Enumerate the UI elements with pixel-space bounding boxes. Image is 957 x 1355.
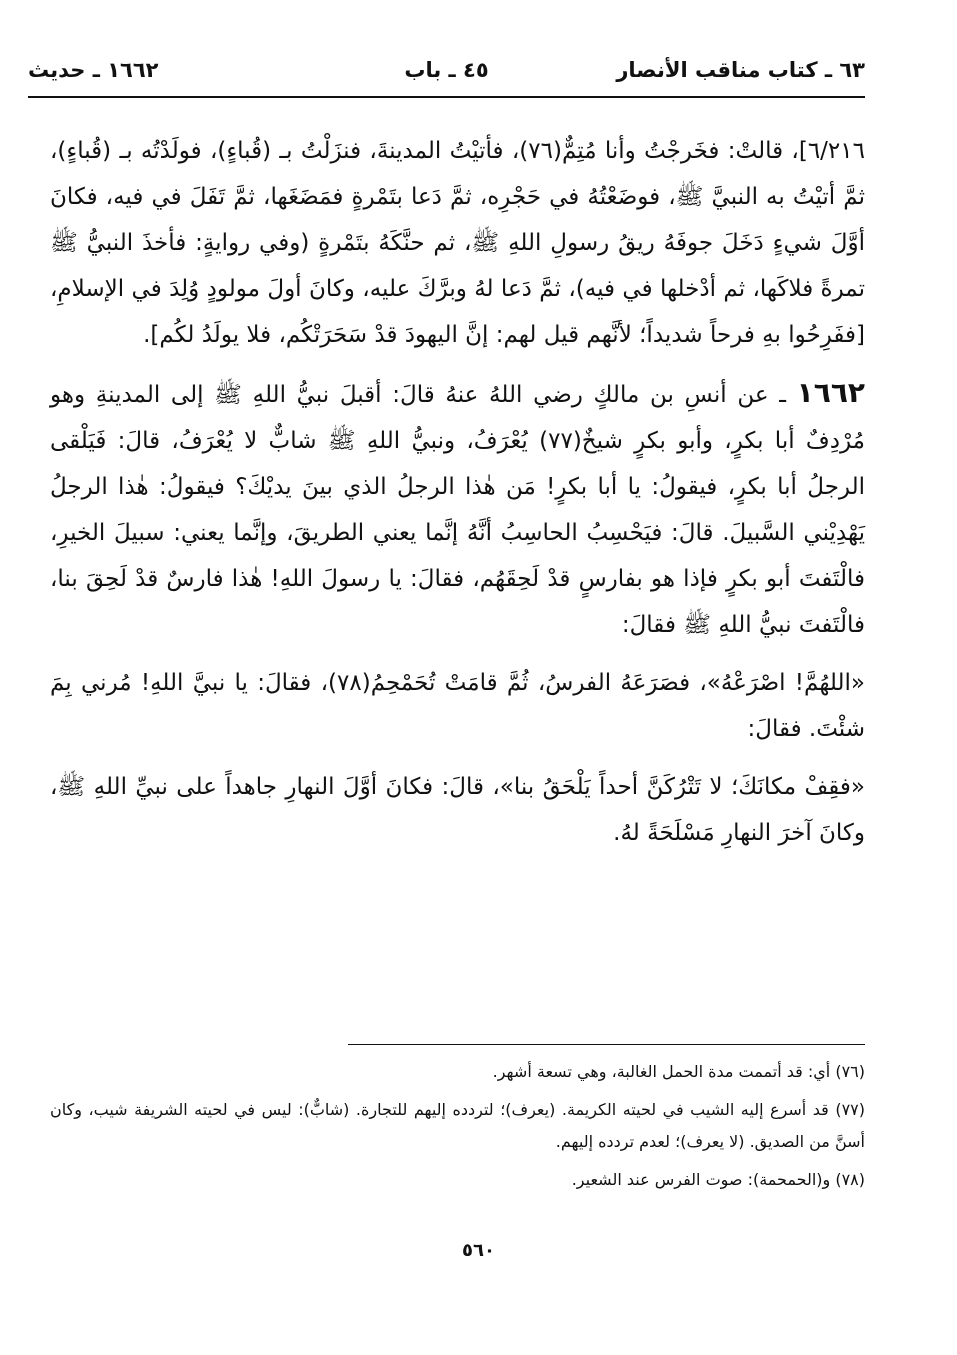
footnote-76: (٧٦) أي: قد أتممت مدة الحمل الغالبة، وهي تسعة أشهر.: [492, 1062, 865, 1081]
paragraph-text: «فقِفْ مكانَكَ؛ لا تَتْرُكَنَّ أحداً يَلْحَقُ بنا»، قالَ: فكانَ أوَّلَ النهارِ جاهداً على نبيِّ اللهِ ﷺ، وكانَ آخرَ النهارِ مَسْلَحَةً لهُ.: [50, 774, 865, 846]
running-header: [28, 58, 865, 98]
header-section-title: ٤٥ ـ باب: [404, 58, 489, 82]
main-text: [50, 128, 865, 868]
hadith-number: ١٦٦٢: [796, 376, 866, 409]
paragraph-text: ٦/٢١٦]، قالتْ: فخَرجْتُ وأنا مُتِمٌّ(٧٦)، فأتيْتُ المدينةَ، فنزَلْتُ بـ (قُباءٍ)، فولَدْتُه بـ (قُباءٍ)، ثمَّ أتيْتُ به النبيَّ ﷺ، فوضَعْتُهُ في حَجْرِه، ثمَّ دَعا بتَمْرةٍ فمَضَغَها، ثمَّ تَفَلَ في فيه، فكانَ أوَّلَ شيءٍ دَخَلَ جوفَهُ ريقُ رسولِ اللهِ ﷺ، ثم حنَّكَهُ بتَمْرةٍ (وفي روايةٍ: فأخذَ النبيُّ ﷺ تمرةً فلاكَها، ثم أدْخلها في فيه)، ثمَّ دَعا لهُ وبرَّكَ عليه، وكانَ أولَ مولودٍ وُلِدَ في الإسلامِ، [ففَرِحُوا بهِ فرحاً شديداً؛ لأنَّهم قيل لهم: إنَّ اليهودَ قدْ سَحَرَتْكُم، فلا يولَدُ لكُم].: [50, 138, 865, 348]
paragraph-hadith-1662: [50, 370, 865, 648]
footnote-78: (٧٨) و(الحمحمة): صوت الفرس عند الشعير.: [571, 1170, 865, 1189]
paragraph-text: ـ عن أنسِ بن مالكٍ رضي اللهُ عنهُ قالَ: أقبلَ نبيُّ اللهِ ﷺ إلى المدينةِ وهو مُرْدِفٌ أبا بكرٍ، وأبو بكرٍ شيخٌ(٧٧) يُعْرَفُ، ونبيُّ اللهِ ﷺ شابٌّ لا يُعْرَفُ، قالَ: فَيَلْقى الرجلُ أبا بكرٍ، فيقولُ: يا أبا بكرٍ! مَن هٰذا الرجلُ الذي بينَ يديْكَ؟ فيقولُ: هٰذا الرجلُ يَهْدِيْني السَّبيلَ. قالَ: فيَحْسِبُ الحاسِبُ أنَّهُ إنَّما يعني الطريقَ، وإنَّما يعني: سبيلَ الخيرِ، فالْتَفتَ أبو بكرٍ فإذا هو بفارسٍ قدْ لَحِقَهُم، فقالَ: يا رسولَ اللهِ! هٰذا فارسٌ قدْ لَحِقَ بنا، فالْتَفتَ نبيُّ اللهِ ﷺ فقالَ:: [50, 382, 865, 638]
footnote-divider: [348, 1044, 865, 1045]
paragraph-ending: [50, 764, 865, 856]
paragraph-prayer: [50, 660, 865, 752]
footnote-77: (٧٧) قد أسرع إليه الشيب في لحيته الكريمة. (يعرف)؛ لتردده إليهم للتجارة. (شابٌّ): ليس في لحيته الشريفة شيب، وكان أسنَّ من الصديق. (لا يعرف)؛ لعدم تردده إليهم.: [50, 1100, 865, 1151]
header-hadith-number: ١٦٦٢ ـ حديث: [28, 58, 159, 82]
paragraph-continuation: [50, 128, 865, 358]
footnotes: [50, 1056, 865, 1202]
paragraph-text: «اللهُمَّ! اصْرَعْهُ»، فصَرَعَهُ الفرسُ، ثُمَّ قامَتْ تُحَمْحِمُ(٧٨)، فقالَ: يا نبيَّ اللهِ! مُرني بِمَ شئْتَ. فقالَ:: [50, 670, 866, 742]
header-divider: [28, 96, 865, 98]
page-number: ٥٦٠: [462, 1240, 495, 1261]
header-chapter-title: ٦٣ ـ كتاب مناقب الأنصار: [616, 58, 865, 82]
